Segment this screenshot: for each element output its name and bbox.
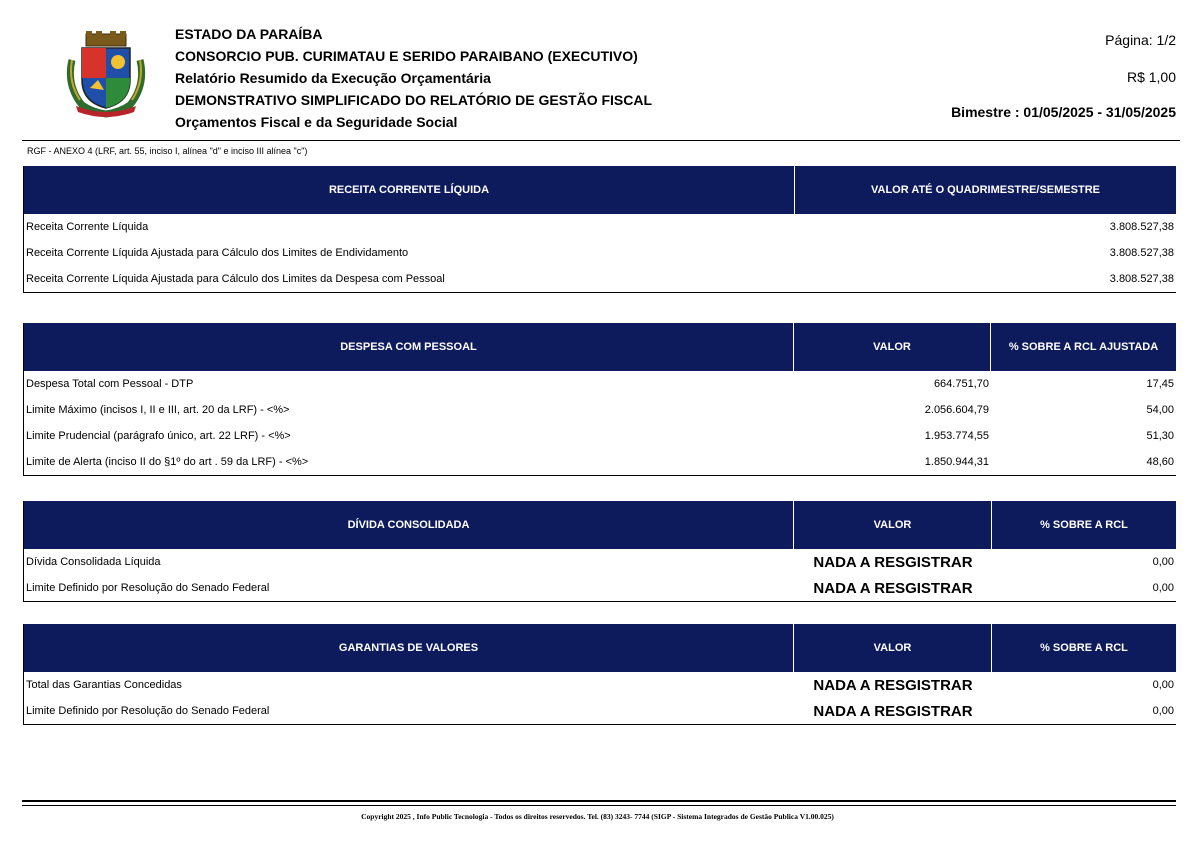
row-label: Limite Definido por Resolução do Senado Federal (26, 705, 270, 717)
row-percent: 51,30 (1146, 430, 1174, 442)
coat-of-arms-icon (62, 30, 150, 118)
row-percent: 17,45 (1146, 378, 1174, 390)
table-row (24, 371, 1176, 397)
table-row (24, 698, 1176, 724)
row-value: 3.808.527,38 (1109, 221, 1174, 233)
reporting-period: Bimestre : 01/05/2025 - 31/05/2025 (951, 104, 1176, 120)
row-label: Limite Prudencial (parágrafo único, art. 22 LRF) - <%> (26, 430, 291, 442)
row-value: NADA A RESGISTRAR (813, 676, 973, 694)
rcl-col-description: RECEITA CORRENTE LÍQUIDA (24, 166, 795, 214)
title-block (175, 23, 652, 133)
currency-unit: R$ 1,00 (1126, 69, 1176, 85)
row-label: Dívida Consolidada Líquida (26, 556, 161, 568)
page-number: Página: 1/2 (1105, 32, 1176, 48)
debt-col-value: VALOR (794, 501, 992, 549)
row-value: 1.850.944,31 (924, 456, 989, 468)
table-row (24, 672, 1176, 698)
row-percent: 0,00 (1152, 679, 1174, 691)
table-row (24, 397, 1176, 423)
footer-divider (22, 800, 1176, 802)
guarantees-col-percent: % SOBRE A RCL (1040, 642, 1128, 654)
budget-scope: Orçamentos Fiscal e da Seguridade Social (175, 114, 458, 130)
guarantees-table (23, 624, 1176, 725)
row-percent: 0,00 (1152, 556, 1174, 568)
report-header (0, 0, 1200, 140)
debt-col-percent: % SOBRE A RCL (1040, 519, 1128, 531)
footer-divider-thin (22, 805, 1176, 806)
row-value: 3.808.527,38 (1109, 273, 1174, 285)
row-label: Total das Garantias Concedidas (26, 679, 182, 691)
row-value: NADA A RESGISTRAR (813, 702, 973, 720)
consolidated-debt-table (23, 501, 1176, 602)
row-label: Receita Corrente Líquida Ajustada para Cálculo dos Limites da Despesa com Pessoal (26, 273, 445, 285)
row-label: Limite Máximo (incisos I, II e III, art. 20 da LRF) - <%> (26, 404, 290, 416)
copyright-footer: Copyright 2025 , Info Public Tecnologia - Todos os direitos reservedos. Tel. (83) 3243- 7744 (SIGP - Sistema Integrados de Gestão Publica V1.00.025) (361, 812, 834, 821)
row-percent: 0,00 (1152, 705, 1174, 717)
row-percent: 48,60 (1146, 456, 1174, 468)
table-row (24, 423, 1176, 449)
guarantees-col-value: VALOR (794, 624, 992, 672)
debt-col-description: DÍVIDA CONSOLIDADA (24, 501, 794, 549)
state-name: ESTADO DA PARAÍBA (175, 26, 323, 42)
row-percent: 0,00 (1152, 582, 1174, 594)
header-divider (22, 140, 1180, 141)
table-row (24, 549, 1176, 575)
row-value: 3.808.527,38 (1109, 247, 1174, 259)
rcl-table (23, 166, 1176, 293)
rcl-table-header (24, 166, 1176, 214)
debt-table-header (24, 501, 1176, 549)
row-label: Limite de Alerta (inciso II do §1º do art . 59 da LRF) - <%> (26, 456, 309, 468)
table-row (24, 240, 1176, 266)
table-row (24, 266, 1176, 292)
row-value: 664.751,70 (933, 378, 989, 390)
row-label: Despesa Total com Pessoal - DTP (26, 378, 194, 390)
table-row (24, 575, 1176, 601)
table-row (24, 214, 1176, 240)
guarantees-table-header (24, 624, 1176, 672)
report-meta (951, 28, 1176, 122)
personnel-col-percent: % SOBRE A RCL AJUSTADA (1008, 341, 1159, 353)
row-value: 1.953.774,55 (924, 430, 989, 442)
row-label: Limite Definido por Resolução do Senado Federal (26, 582, 270, 594)
guarantees-col-description: GARANTIAS DE VALORES (24, 624, 794, 672)
row-value: NADA A RESGISTRAR (813, 553, 973, 571)
report-name: Relatório Resumido da Execução Orçamentária (175, 70, 491, 86)
row-label: Receita Corrente Líquida Ajustada para Cálculo dos Limites de Endividamento (26, 247, 409, 259)
table-row (24, 449, 1176, 475)
rcl-col-value: VALOR ATÉ O QUADRIMESTRE/SEMESTRE (871, 184, 1100, 196)
personnel-col-value: VALOR (794, 323, 991, 371)
personnel-col-description: DESPESA COM PESSOAL (24, 323, 794, 371)
personnel-expense-table (23, 323, 1176, 476)
row-label: Receita Corrente Líquida (26, 221, 149, 233)
annex-reference: RGF - ANEXO 4 (LRF, art. 55, inciso I, alínea "d" e inciso III alínea "c") (27, 146, 308, 156)
entity-name: CONSORCIO PUB. CURIMATAU E SERIDO PARAIBANO (EXECUTIVO) (175, 48, 638, 64)
row-percent: 54,00 (1146, 404, 1174, 416)
row-value: NADA A RESGISTRAR (813, 579, 973, 597)
row-value: 2.056.604,79 (924, 404, 989, 416)
report-subtitle: DEMONSTRATIVO SIMPLIFICADO DO RELATÓRIO DE GESTÃO FISCAL (175, 92, 653, 108)
personnel-table-header (24, 323, 1176, 371)
